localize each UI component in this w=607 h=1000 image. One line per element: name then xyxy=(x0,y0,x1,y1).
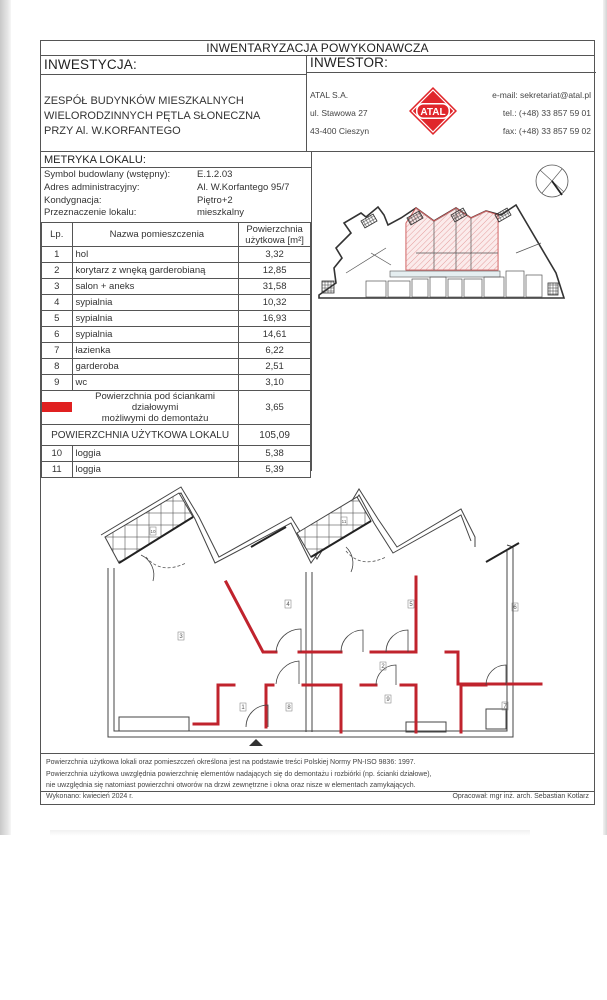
cell-name: loggia xyxy=(72,462,239,478)
demolition-line2: możliwymi do demontażu xyxy=(101,413,209,424)
metryka-value: E.1.2.03 xyxy=(197,169,233,180)
svg-text:8: 8 xyxy=(287,705,291,711)
divider xyxy=(41,791,594,792)
cell-name: sypialnia xyxy=(72,327,239,343)
cell-name: korytarz z wnęką garderobianą xyxy=(72,263,239,279)
metryka-value: mieszkalny xyxy=(197,207,244,218)
table-row xyxy=(42,263,311,279)
table-row xyxy=(42,327,311,343)
document-sheet xyxy=(40,40,595,805)
demolition-line1: Powierzchnia pod ściankami działowymi xyxy=(95,391,216,413)
cell-area: 16,93 xyxy=(239,311,311,327)
metryka-value: Al. W.Korfantego 95/7 xyxy=(197,182,290,193)
cell-lp: 2 xyxy=(42,263,73,279)
cell-name: salon + aneks xyxy=(72,279,239,295)
investor-tel: tel.: (+48) 33 857 59 01 xyxy=(502,108,591,118)
cell-area: 3,32 xyxy=(239,247,311,263)
cell-lp: 6 xyxy=(42,327,73,343)
scan-shadow-right xyxy=(603,0,607,835)
author: Opracował: mgr inż. arch. Sebastian Kotlarz xyxy=(452,793,589,800)
svg-text:3: 3 xyxy=(179,634,183,640)
svg-text:5: 5 xyxy=(409,602,413,608)
demolition-area: 3,65 xyxy=(239,391,311,425)
table-row xyxy=(42,375,311,391)
cell-area: 5,39 xyxy=(239,462,311,478)
investor-address xyxy=(310,86,369,140)
metryka-label: Symbol budowlany (wstępny): xyxy=(44,169,171,180)
header-name: Nazwa pomieszczenia xyxy=(72,223,239,247)
table-row xyxy=(42,311,311,327)
cell-lp: 1 xyxy=(42,247,73,263)
investment-line: WIELORODZINNYCH PĘTLA SŁONECZNA xyxy=(44,110,261,122)
cell-area: 31,58 xyxy=(239,279,311,295)
investor-email: e-mail: sekretariat@atal.pl xyxy=(492,90,591,100)
table-row xyxy=(42,295,311,311)
demolition-row xyxy=(42,391,311,425)
table-row xyxy=(42,462,311,478)
header-area-line1: Powierzchnia xyxy=(246,223,303,235)
total-row xyxy=(42,425,311,446)
cell-lp: 8 xyxy=(42,359,73,375)
cell-area: 6,22 xyxy=(239,343,311,359)
metryka-heading: METRYKA LOKALU: xyxy=(44,154,146,166)
divider xyxy=(41,74,306,75)
cell-name: hol xyxy=(72,247,239,263)
cell-name: sypialnia xyxy=(72,295,239,311)
demolition-swatch-cell xyxy=(42,391,73,425)
investor-fax: fax: (+48) 33 857 59 02 xyxy=(502,126,591,136)
investor-name: ATAL S.A. xyxy=(310,90,349,100)
scan-shadow-left xyxy=(0,0,11,835)
metryka-value: Piętro+2 xyxy=(197,195,233,206)
svg-text:2: 2 xyxy=(381,664,385,670)
cell-area: 14,61 xyxy=(239,327,311,343)
table-header-row xyxy=(42,223,311,247)
table-row xyxy=(42,343,311,359)
investor-heading: INWESTOR: xyxy=(310,55,389,70)
cell-area: 3,10 xyxy=(239,375,311,391)
svg-text:10: 10 xyxy=(150,529,156,534)
cell-area: 12,85 xyxy=(239,263,311,279)
cell-area: 10,32 xyxy=(239,295,311,311)
divider xyxy=(41,151,594,152)
execution-date: Wykonano: kwiecień 2024 r. xyxy=(46,793,134,800)
building-key-plan xyxy=(316,153,594,308)
cell-lp: 3 xyxy=(42,279,73,295)
unit-floor-plan xyxy=(41,477,596,752)
cell-name: wc xyxy=(72,375,239,391)
note-line: nie uwzględnia się natomiast powierzchni otworów na drzwi zewnętrzne i okna oraz nisze w elementach zamykających. xyxy=(46,782,416,789)
svg-text:11: 11 xyxy=(341,519,347,524)
svg-text:4: 4 xyxy=(286,602,290,608)
atal-logo-icon xyxy=(408,86,458,136)
cell-lp: 4 xyxy=(42,295,73,311)
header-lp: Lp. xyxy=(42,223,73,247)
red-legend-swatch xyxy=(42,402,72,412)
svg-text:6: 6 xyxy=(513,605,517,611)
cell-name: loggia xyxy=(72,446,239,462)
cell-lp: 9 xyxy=(42,375,73,391)
table-row xyxy=(42,359,311,375)
cell-lp: 10 xyxy=(42,446,73,462)
investor-street: ul. Stawowa 27 xyxy=(310,108,368,118)
cell-lp: 5 xyxy=(42,311,73,327)
investor-contact xyxy=(492,86,591,140)
note-line: Powierzchnia użytkowa uwzględnia powierzchnię elementów nadających się do demontażu i rozbiórki (np. ścianki działowe), xyxy=(46,770,432,778)
note-line: Powierzchnia użytkowa lokali oraz pomieszczeń określona jest na podstawie treści Polskiej Normy PN-ISO 9836: 1997. xyxy=(46,759,416,766)
entrance-marker-icon xyxy=(249,739,263,746)
table-row xyxy=(42,446,311,462)
divider xyxy=(41,167,311,168)
investment-description xyxy=(44,94,260,139)
divider xyxy=(306,55,307,151)
rooms-table xyxy=(41,222,311,478)
header-area xyxy=(239,223,311,247)
investment-heading: INWESTYCJA: xyxy=(44,57,137,72)
cell-lp: 11 xyxy=(42,462,73,478)
cell-name: sypialnia xyxy=(72,311,239,327)
total-label: POWIERZCHNIA UŻYTKOWA LOKALU xyxy=(42,425,239,446)
cell-area: 5,38 xyxy=(239,446,311,462)
cell-lp: 7 xyxy=(42,343,73,359)
metryka-label: Przeznaczenie lokalu: xyxy=(44,207,137,218)
notes xyxy=(46,757,432,792)
svg-text:ATAL: ATAL xyxy=(420,107,446,118)
cell-name: łazienka xyxy=(72,343,239,359)
table-row xyxy=(42,247,311,263)
investment-line: PRZY Al. W.KORFANTEGO xyxy=(44,125,181,137)
investor-city: 43-400 Cieszyn xyxy=(310,126,370,136)
divider xyxy=(311,151,312,471)
investment-line: ZESPÓŁ BUDYNKÓW MIESZKALNYCH xyxy=(44,95,244,107)
svg-text:9: 9 xyxy=(386,697,390,703)
compass-icon xyxy=(536,165,568,197)
divider xyxy=(41,753,594,754)
demolition-label xyxy=(72,391,239,425)
total-area: 105,09 xyxy=(239,425,311,446)
table-row xyxy=(42,279,311,295)
metryka-label: Kondygnacja: xyxy=(44,195,102,206)
header-area-line2: użytkowa [m²] xyxy=(245,234,304,246)
svg-text:1: 1 xyxy=(241,705,245,711)
document-title: INWENTARYZACJA POWYKONAWCZA xyxy=(206,41,429,55)
metryka-label: Adres administracyjny: xyxy=(44,182,140,193)
svg-text:7: 7 xyxy=(503,704,507,710)
page-bottom-fade xyxy=(50,830,530,836)
cell-area: 2,51 xyxy=(239,359,311,375)
divider xyxy=(306,72,596,73)
cell-name: garderoba xyxy=(72,359,239,375)
